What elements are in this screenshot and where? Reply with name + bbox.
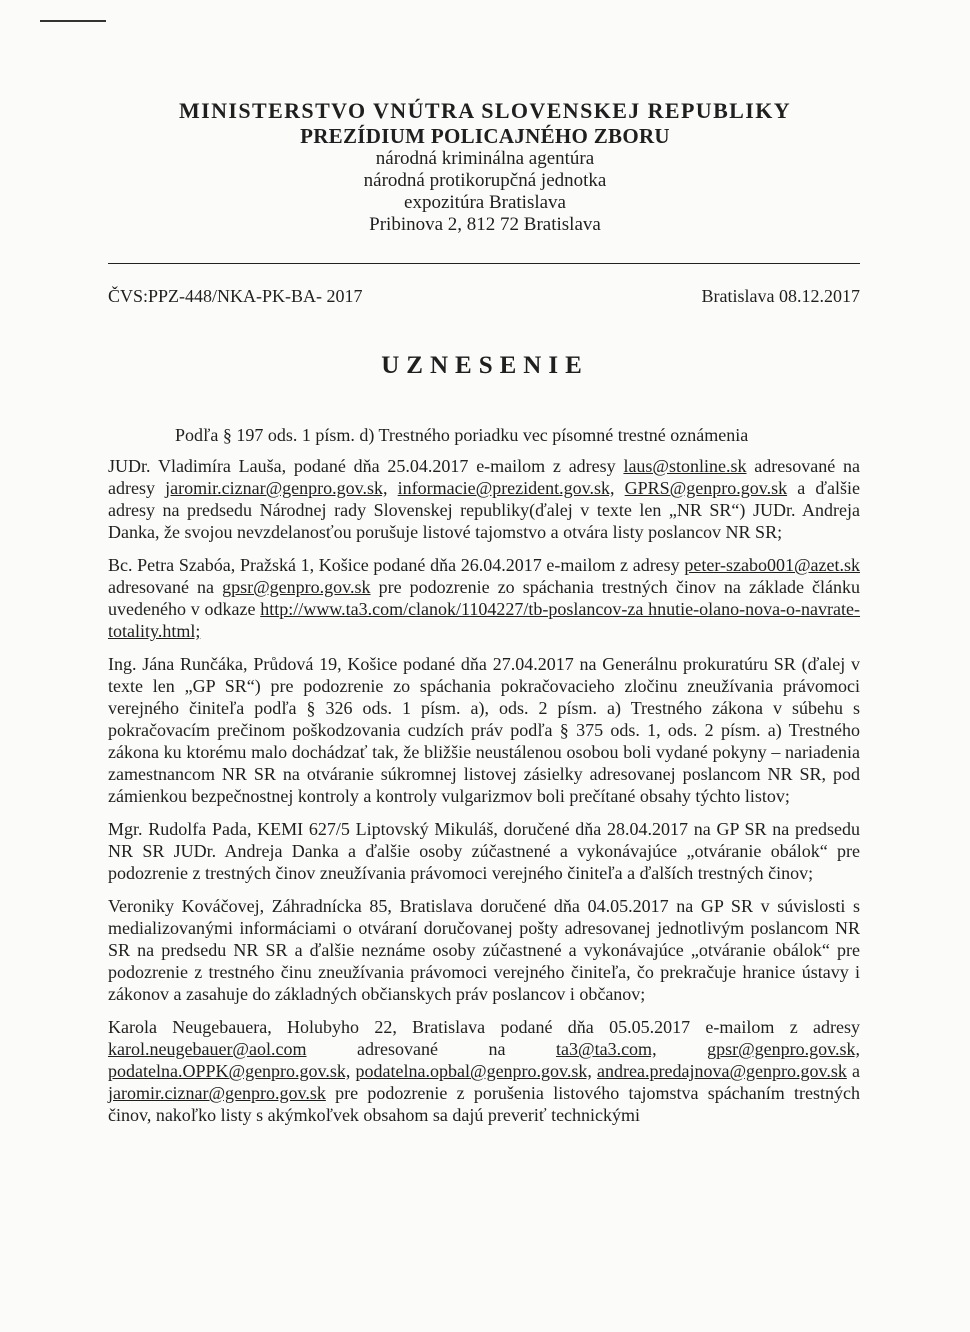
document-body (108, 455, 860, 1137)
paragraph-4: Mgr. Rudolfa Pada, KEMI 627/5 Liptovský Mikuláš, doručené dňa 28.04.2017 na GP SR na predsedu NR SR JUDr. Andreja Danka a ďalšie osoby zúčastnené a vykonávajúce „otváranie obálok“ pre podozrenie z trestných činov zneužívania právomoci verejného činiteľa a ďalších trestných činov; (108, 819, 860, 883)
paragraph-1: JUDr. Vladimíra Lauša, podané dňa 25.04.2017 e-mailom z adresy laus@stonline.sk adresované na adresy jaromir.ciznar@genpro.gov.sk, informacie@prezident.gov.sk, GPRS@genpro.gov.sk a ďalšie adresy na predsedu Národnej rady Slovenskej republiky(ďalej v texte len „NR SR“) JUDr. Andreja Danka, že svojou nevzdelanosťou porušuje listové tajomstvo a otvára listy poslancov NR SR; (108, 456, 860, 542)
article-url-link[interactable]: http://www.ta3.com/clanok/1104227/tb-poslancov-za hnutie-olano-nova-o-navrate-totality.html; (108, 599, 861, 641)
presidium-name: PREZÍDIUM POLICAJNÉHO ZBORU (300, 124, 670, 148)
branch-name: expozitúra Bratislava (404, 192, 566, 213)
address: Pribinova 2, 812 72 Bratislava (369, 214, 601, 235)
document-title: UZNESENIE (381, 352, 589, 379)
agency-name: národná kriminálna agentúra (375, 148, 595, 169)
email-link[interactable]: gpsr@genpro.gov.sk (222, 577, 371, 597)
paragraph-2: Bc. Petra Szabóa, Pražská 1, Košice podané dňa 26.04.2017 e-mailom z adresy peter-szabo001@azet.sk adresované na gpsr@genpro.gov.sk pre podozrenie zo spáchania trestných činov na základe článku uvedeného v odkaze http://www.ta3.com/clanok/1104227/tb-poslancov-za hnutie-olano-nova-o-navrate-totality.html; (108, 555, 861, 641)
email-link[interactable]: jaromir.ciznar@genpro.gov.sk (108, 1083, 326, 1103)
email-link[interactable]: gpsr@genpro.gov.sk, (707, 1039, 860, 1059)
email-link[interactable]: podatelna.opbal@genpro.gov.sk, (355, 1061, 592, 1081)
email-link[interactable]: ta3@ta3.com, (556, 1039, 657, 1059)
email-link[interactable]: jaromir.ciznar@genpro.gov.sk, (165, 478, 388, 498)
email-link[interactable]: podatelna.OPPK@genpro.gov.sk, (108, 1061, 351, 1081)
email-link[interactable]: andrea.predajnova@genpro.gov.sk (597, 1061, 847, 1081)
email-link[interactable]: karol.neugebauer@aol.com (108, 1039, 307, 1059)
email-link[interactable]: laus@stonline.sk (623, 456, 747, 476)
paragraph-5: Veroniky Kováčovej, Záhradnícka 85, Bratislava doručené dňa 04.05.2017 na GP SR v súvislosti s medializovanými informáciami o otváraní doručovanej pošty adresovanej jednotlivým poslancom NR SR na predsedu NR SR a ďalšie neznáme osoby zúčastnené a vykonávajúce „otváranie obálok“ pre podozrenie z trestného činu zneužívania právomoci verejného činiteľa, čo prekračuje hranice ústavy i zákonov a zasahuje do základných občianskych práv poslancov i občanov; (108, 896, 860, 1004)
paragraph-6: Karola Neugebauera, Holubyho 22, Bratislava podané dňa 05.05.2017 e-mailom z adresy karol.neugebauer@aol.com adresované na ta3@ta3.com, gpsr@genpro.gov.sk, podatelna.OPPK@genpro.gov.sk, podatelna.opbal@genpro.gov.sk, andrea.predajnova@genpro.gov.sk a jaromir.ciznar@genpro.gov.sk pre podozrenie z porušenia listového tajomstva spáchaním trestných činov, nakoľko listy s akýmkoľvek obsahom sa dajú preveriť technickými (108, 1017, 860, 1125)
corner-mark (40, 20, 106, 22)
paragraph-3: Ing. Jána Runčáka, Průdová 19, Košice podané dňa 27.04.2017 na Generálnu prokuratúru SR (ďalej v texte len „GP SR“) pre podozrenie zo spáchania pokračovacieho zločinu zneužívania právomoci verejného činiteľa podľa § 326 ods. 1 písm. a), ods. 2 písm. a) Trestného zákona v súbehu s pokračovacím prečinom poškodzovania cudzích práv podľa § 375 ods. 1, ods. 2 písm. a) Trestného zákona ku ktorému malo dochádzať tak, že bližšie neustálenou osobou boli vydané pokyny – nariadenia zamestnancom NR SR na otváranie súkromnej listovej zásielky adresovanej poslancom NR SR, pod zámienkou bezpečnostnej kontroly a kontroly vulgarizmov boli prečítané obsahy týchto listov; (108, 654, 860, 806)
email-link[interactable]: peter-szabo001@azet.sk (684, 555, 860, 575)
email-link[interactable]: informacie@prezident.gov.sk, (397, 478, 615, 498)
ministry-name: MINISTERSTVO VNÚTRA SLOVENSKEJ REPUBLIKY (178, 98, 791, 123)
unit-name: národná protikorupčná jednotka (363, 170, 607, 191)
case-reference: ČVS:PPZ-448/NKA-PK-BA- 2017 (108, 286, 363, 306)
document-date: Bratislava 08.12.2017 (701, 286, 860, 306)
letterhead (0, 98, 970, 236)
intro-line: Podľa § 197 ods. 1 písm. d) Trestného poriadku vec písomné trestné oznámenia (175, 425, 749, 445)
header-divider (108, 263, 860, 264)
email-link[interactable]: GPRS@genpro.gov.sk (624, 478, 788, 498)
